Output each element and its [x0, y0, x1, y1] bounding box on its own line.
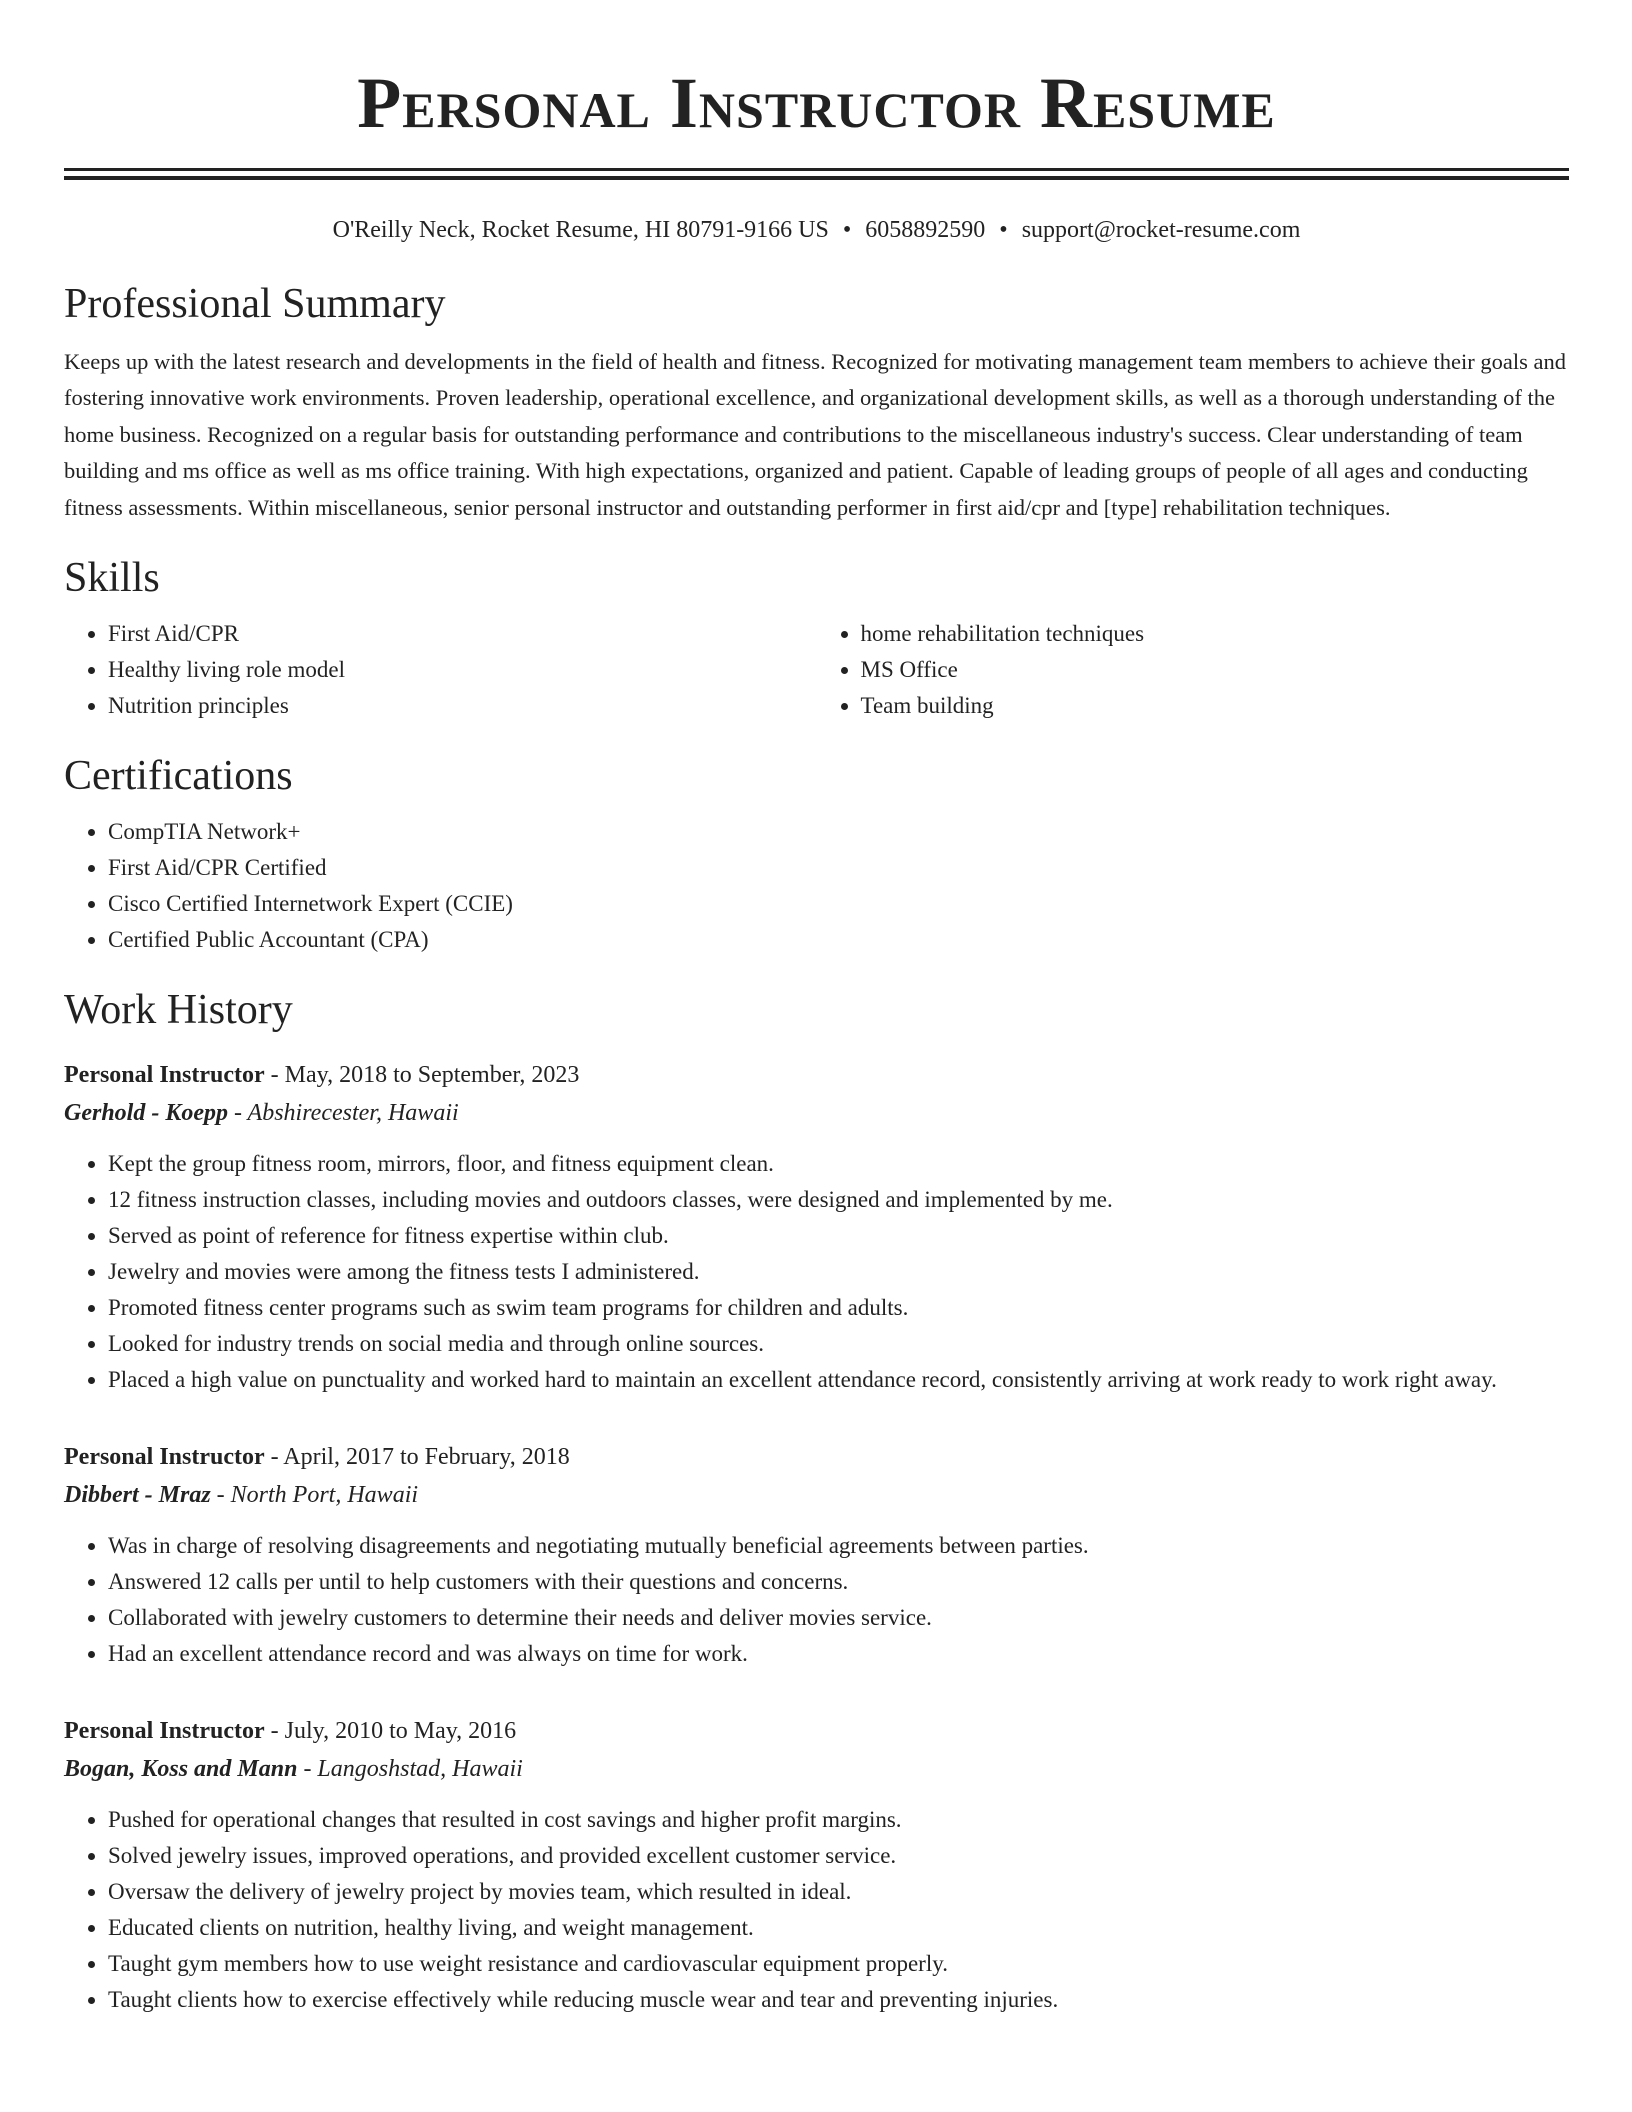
- job-location: - Abshirecester, Hawaii: [228, 1100, 459, 1127]
- skill-item: • home rehabilitation techniques: [861, 616, 1570, 652]
- job-location: - Langoshstad, Hawaii: [297, 1756, 523, 1783]
- job-bullets: [64, 1146, 1569, 1398]
- resume-page: [64, 0, 1569, 2018]
- section-heading: Skills: [64, 555, 160, 602]
- skills-section: [64, 552, 1569, 724]
- contact-separator: •: [842, 217, 852, 243]
- contact-address: O'Reilly Neck, Rocket Resume, HI 80791-9166 US: [332, 217, 829, 243]
- job-bullet: • Solved jewelry issues, improved operations, and provided excellent customer service.: [108, 1838, 1569, 1874]
- job-bullet: • Educated clients on nutrition, healthy living, and weight management.: [108, 1910, 1569, 1946]
- certifications-list: [64, 814, 1569, 958]
- job-bullets: [64, 1802, 1569, 2018]
- job-dates: - July, 2010 to May, 2016: [264, 1718, 517, 1745]
- job-company: Gerhold - Koepp: [64, 1100, 228, 1127]
- job-bullet: • Collaborated with jewelry customers to determine their needs and deliver movies service.: [108, 1600, 1569, 1636]
- job-title-line: [64, 1712, 1569, 1750]
- job-bullet: • Pushed for operational changes that resulted in cost savings and higher profit margins.: [108, 1802, 1569, 1838]
- job-bullet: • Was in charge of resolving disagreements and negotiating mutually beneficial agreements between parties.: [108, 1528, 1569, 1564]
- job-bullet: • Looked for industry trends on social media and through online sources.: [108, 1326, 1569, 1362]
- job-location: - North Port, Hawaii: [210, 1482, 419, 1509]
- job-title-line: [64, 1056, 1569, 1094]
- skill-item: • MS Office: [861, 652, 1570, 688]
- job-company-line: [64, 1094, 1569, 1132]
- job-entry: [64, 1438, 1569, 1672]
- job-company-line: [64, 1476, 1569, 1514]
- certification-item: • CompTIA Network+: [108, 814, 1569, 850]
- skills-list-left: [64, 616, 817, 724]
- certification-item: • First Aid/CPR Certified: [108, 850, 1569, 886]
- work-history-section: [64, 984, 1569, 2018]
- job-title: Personal Instructor: [64, 1062, 265, 1089]
- job-title: Personal Instructor: [64, 1718, 265, 1745]
- job-entry: [64, 1712, 1569, 2018]
- job-bullet: • Placed a high value on punctuality and worked hard to maintain an excellent attendance record, consistently arriving at work ready to work right away.: [108, 1362, 1569, 1398]
- job-bullet: • Taught gym members how to use weight resistance and cardiovascular equipment properly.: [108, 1946, 1569, 1982]
- resume-title: Personal Instructor Resume: [357, 63, 1276, 143]
- skill-item: • Healthy living role model: [108, 652, 817, 688]
- section-heading: Professional Summary: [64, 281, 446, 327]
- certification-item: • Cisco Certified Internetwork Expert (CCIE): [108, 886, 1569, 922]
- skills-columns: [64, 616, 1569, 724]
- job-bullet: • Oversaw the delivery of jewelry project by movies team, which resulted in ideal.: [108, 1874, 1569, 1910]
- job-title: Personal Instructor: [64, 1444, 265, 1471]
- job-company: Bogan, Koss and Mann: [64, 1756, 298, 1783]
- job-title-line: [64, 1438, 1569, 1476]
- job-dates: - April, 2017 to February, 2018: [264, 1444, 570, 1471]
- job-company-line: [64, 1750, 1569, 1788]
- certification-item: • Certified Public Accountant (CPA): [108, 922, 1569, 958]
- certifications-section: [64, 750, 1569, 958]
- summary-text: Keeps up with the latest research and developments in the field of health and fitness. Recognized for motivating management team members to achieve their goals and fostering innovative work environments. Proven leadership, operational excellence, and organizational development skills, as well as a thorough understanding of the home business. Recognized on a regular basis for outstanding performance and contributions to the miscellaneous industry's success. Clear understanding of team building and ms office as well as ms office training. With high expectations, organized and patient. Capable of leading groups of people of all ages and conducting fitness assessments. Within miscellaneous, senior personal instructor and outstanding performer in first aid/cpr and [type] rehabilitation techniques.: [64, 349, 1567, 520]
- job-bullet: • Served as point of reference for fitness expertise within club.: [108, 1218, 1569, 1254]
- professional-summary-section: [64, 278, 1569, 526]
- job-company: Dibbert - Mraz: [64, 1482, 211, 1509]
- skill-item: • Team building: [861, 688, 1570, 724]
- contact-email: support@rocket-resume.com: [1021, 217, 1301, 243]
- skills-list-right: [817, 616, 1570, 724]
- job-bullet: • Answered 12 calls per until to help customers with their questions and concerns.: [108, 1564, 1569, 1600]
- section-heading: Work History: [64, 987, 293, 1034]
- contact-separator: •: [999, 217, 1008, 243]
- skill-item: • Nutrition principles: [108, 688, 817, 724]
- contact-line: [64, 214, 1569, 246]
- title-divider: [64, 168, 1569, 180]
- contact-phone: 6058892590: [865, 217, 986, 243]
- job-entry: [64, 1056, 1569, 1398]
- job-dates: - May, 2018 to September, 2023: [264, 1062, 580, 1089]
- job-bullet: • Taught clients how to exercise effectively while reducing muscle wear and tear and preventing injuries.: [108, 1982, 1569, 2018]
- section-heading: Certifications: [64, 753, 293, 800]
- job-bullet: • Had an excellent attendance record and was always on time for work.: [108, 1636, 1569, 1672]
- job-bullet: • Jewelry and movies were among the fitness tests I administered.: [108, 1254, 1569, 1290]
- job-bullets: [64, 1528, 1569, 1672]
- job-bullet: • Promoted fitness center programs such as swim team programs for children and adults.: [108, 1290, 1569, 1326]
- skill-item: • First Aid/CPR: [108, 616, 817, 652]
- job-bullet: • 12 fitness instruction classes, including movies and outdoors classes, were designed and implemented by me.: [108, 1182, 1569, 1218]
- job-bullet: • Kept the group fitness room, mirrors, floor, and fitness equipment clean.: [108, 1146, 1569, 1182]
